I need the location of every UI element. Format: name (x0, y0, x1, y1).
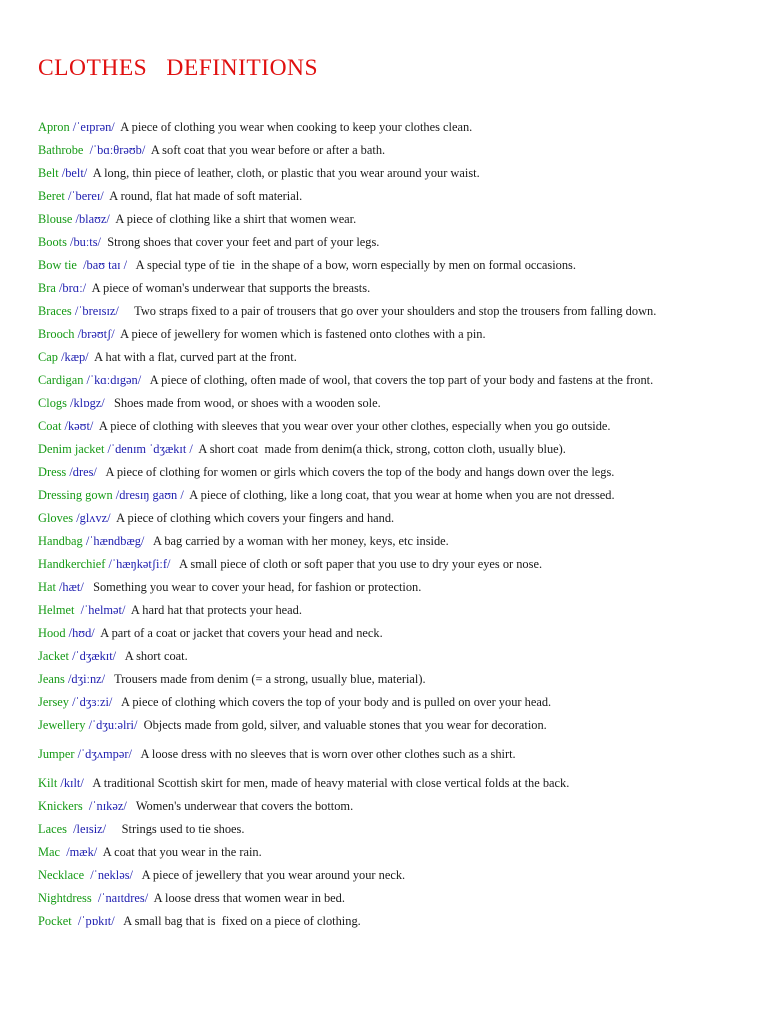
entry-definition: A bag carried by a woman with her money, keys, etc inside. (147, 534, 449, 548)
entry-pronunciation: /kəʊt/ (61, 419, 97, 433)
definition-entry (38, 668, 718, 691)
entry-definition: A loose dress with no sleeves that is worn over other clothes such as a shirt. (135, 747, 516, 761)
definition-entry (38, 231, 718, 254)
entry-word: Belt (38, 166, 59, 180)
entry-definition: A small piece of cloth or soft paper that you use to dry your eyes or nose. (173, 557, 543, 571)
entry-word: Blouse (38, 212, 73, 226)
entry-pronunciation: /ˈpɒkɪt/ (71, 914, 118, 928)
entry-pronunciation: /hæt/ (55, 580, 87, 594)
definition-entry (38, 795, 718, 818)
entry-pronunciation: /ˈnaɪtdres/ (91, 891, 152, 905)
entry-definition: A piece of clothing which covers the top of your body and is pulled on over your head. (115, 695, 552, 709)
entry-pronunciation: /ˈeɪprən/ (69, 120, 118, 134)
entry-word: Knickers (38, 799, 83, 813)
definition-entry (38, 139, 718, 162)
entry-pronunciation: /ˈhæŋkətʃiːf/ (105, 557, 174, 571)
entry-word: Handbag (38, 534, 83, 548)
definition-entry (38, 622, 718, 645)
definition-entry (38, 887, 718, 910)
entry-word: Braces (38, 304, 72, 318)
entry-definition: A short coat. (119, 649, 188, 663)
entry-word: Hat (38, 580, 56, 594)
entry-word: Nightdress (38, 891, 92, 905)
entry-word: Coat (38, 419, 62, 433)
entry-definition: A long, thin piece of leather, cloth, or plastic that you wear around your waist. (90, 166, 480, 180)
entry-definition: A piece of jewellery that you wear around your neck. (136, 868, 406, 882)
entry-definition: A piece of jewellery for women which is fastened onto clothes with a pin. (117, 327, 486, 341)
entry-definition: Two straps fixed to a pair of trousers that go over your shoulders and stop the trousers from falling down. (121, 304, 657, 318)
definition-entry (38, 743, 718, 766)
entry-definition: A soft coat that you wear before or after a bath. (148, 143, 386, 157)
definition-entry (38, 162, 718, 185)
definition-entry (38, 818, 718, 841)
entry-word: Jacket (38, 649, 69, 663)
entry-pronunciation: /kɪlt/ (57, 776, 87, 790)
entry-word: Gloves (38, 511, 74, 525)
entry-word: Dress (38, 465, 67, 479)
entry-definition: A hat with a flat, curved part at the front. (91, 350, 297, 364)
definition-entry (38, 300, 718, 323)
entry-pronunciation: /brəʊtʃ/ (74, 327, 118, 341)
entry-definition: A short coat made from denim(a thick, strong, cotton cloth, usually blue). (195, 442, 566, 456)
entry-pronunciation: /ˈdʒɜːzi/ (68, 695, 116, 709)
entry-pronunciation: /ˈhændbæg/ (82, 534, 148, 548)
definition-entry (38, 415, 718, 438)
entry-word: Denim jacket (38, 442, 105, 456)
entry-word: Handkerchief (38, 557, 106, 571)
definition-entry (38, 772, 718, 795)
entry-word: Cardigan (38, 373, 84, 387)
definition-entry (38, 392, 718, 415)
entry-pronunciation: /hʊd/ (65, 626, 98, 640)
definition-entry (38, 691, 718, 714)
definition-entry (38, 346, 718, 369)
entry-word: Kilt (38, 776, 58, 790)
entry-word: Helmet (38, 603, 75, 617)
entry-definition: A special type of tie in the shape of a bow, worn especially by men on formal occasions. (133, 258, 576, 272)
definition-entry (38, 461, 718, 484)
entry-word: Boots (38, 235, 67, 249)
entry-pronunciation: /mæk/ (60, 845, 101, 859)
entry-word: Apron (38, 120, 70, 134)
definition-entry (38, 438, 718, 461)
entry-pronunciation: /glʌvz/ (73, 511, 114, 525)
entry-pronunciation: /baʊ taɪ / (76, 258, 134, 272)
entry-definition: A piece of clothing, often made of wool, that covers the top part of your body and fastens at the front. (144, 373, 654, 387)
definition-entry (38, 116, 718, 139)
entry-word: Bra (38, 281, 56, 295)
definition-entry (38, 254, 718, 277)
page-title: CLOTHES DEFINITIONS (38, 55, 319, 81)
entry-pronunciation: /ˈbereɪ/ (64, 189, 107, 203)
entry-pronunciation: /buːts/ (66, 235, 105, 249)
entry-word: Mac (38, 845, 61, 859)
entry-pronunciation: /ˈdʒʌmpər/ (74, 747, 136, 761)
entry-definition: A small bag that is fixed on a piece of clothing. (117, 914, 361, 928)
definition-entry (38, 484, 718, 507)
entry-word: Pocket (38, 914, 72, 928)
definition-entry (38, 599, 718, 622)
entry-word: Bow tie (38, 258, 77, 272)
entry-definition: Strings used to tie shoes. (109, 822, 245, 836)
definition-entry (38, 645, 718, 668)
definition-entry (38, 185, 718, 208)
entry-definition: Shoes made from wood, or shoes with a wooden sole. (107, 396, 381, 410)
definition-list (38, 116, 718, 933)
definition-entry (38, 323, 718, 346)
definition-entry (38, 208, 718, 231)
entry-definition: A part of a coat or jacket that covers your head and neck. (97, 626, 383, 640)
entry-definition: A piece of clothing for women or girls which covers the top of the body and hangs down over the legs. (99, 465, 615, 479)
definition-entry (38, 553, 718, 576)
definition-entry (38, 910, 718, 933)
entry-pronunciation: /dresɪŋ gaʊn / (112, 488, 187, 502)
entry-pronunciation: /ˈhelmət/ (74, 603, 129, 617)
entry-word: Jeans (38, 672, 65, 686)
entry-word: Laces (38, 822, 67, 836)
definition-entry (38, 530, 718, 553)
definition-entry (38, 714, 718, 737)
entry-definition: Strong shoes that cover your feet and part of your legs. (104, 235, 380, 249)
entry-pronunciation: /ˈdenɪm ˈdʒækɪt / (104, 442, 196, 456)
definition-entry (38, 576, 718, 599)
definition-entry (38, 864, 718, 887)
entry-definition: A traditional Scottish skirt for men, made of heavy material with close vertical folds at the back. (86, 776, 570, 790)
entry-pronunciation: /ˈdʒuːəlri/ (85, 718, 141, 732)
entry-definition: A loose dress that women wear in bed. (151, 891, 345, 905)
definition-entry (38, 841, 718, 864)
entry-definition: Women's underwear that covers the bottom. (129, 799, 354, 813)
entry-word: Dressing gown (38, 488, 113, 502)
entry-definition: A round, flat hat made of soft material. (106, 189, 303, 203)
entry-definition: A piece of clothing like a shirt that women wear. (112, 212, 357, 226)
entry-definition: Objects made from gold, silver, and valuable stones that you wear for decoration. (140, 718, 547, 732)
entry-definition: A piece of clothing which covers your fingers and hand. (113, 511, 395, 525)
entry-pronunciation: /klɒgz/ (66, 396, 108, 410)
entry-pronunciation: /ˈbɑːθrəʊb/ (83, 143, 149, 157)
entry-pronunciation: /leɪsiz/ (66, 822, 110, 836)
entry-definition: A piece of woman's underwear that supports the breasts. (89, 281, 371, 295)
entry-word: Cap (38, 350, 58, 364)
entry-pronunciation: /brɑː/ (55, 281, 90, 295)
entry-definition: Something you wear to cover your head, for fashion or protection. (86, 580, 422, 594)
entry-pronunciation: /ˈnekləs/ (84, 868, 137, 882)
entry-definition: A piece of clothing you wear when cooking to keep your clothes clean. (117, 120, 473, 134)
entry-pronunciation: /blaʊz/ (72, 212, 113, 226)
definition-entry (38, 277, 718, 300)
entry-word: Clogs (38, 396, 67, 410)
entry-word: Beret (38, 189, 65, 203)
entry-definition: A coat that you wear in the rain. (100, 845, 262, 859)
entry-definition: A piece of clothing with sleeves that you wear over your other clothes, especially when you go outside. (96, 419, 611, 433)
entry-word: Necklace (38, 868, 85, 882)
entry-pronunciation: /ˈkɑːdɪgən/ (83, 373, 145, 387)
entry-pronunciation: /ˈbreɪsɪz/ (71, 304, 122, 318)
entry-word: Brooch (38, 327, 75, 341)
entry-word: Jersey (38, 695, 69, 709)
entry-pronunciation: /belt/ (58, 166, 91, 180)
entry-word: Hood (38, 626, 66, 640)
entry-pronunciation: /dres/ (66, 465, 100, 479)
entry-pronunciation: /ˈnɪkəz/ (82, 799, 130, 813)
entry-definition: A hard hat that protects your head. (128, 603, 302, 617)
entry-pronunciation: /dʒiːnz/ (64, 672, 109, 686)
entry-word: Jumper (38, 747, 75, 761)
definition-entry (38, 369, 718, 392)
entry-definition: Trousers made from denim (= a strong, usually blue, material). (108, 672, 426, 686)
entry-definition: A piece of clothing, like a long coat, that you wear at home when you are not dressed. (186, 488, 615, 502)
entry-word: Jewellery (38, 718, 86, 732)
definition-entry (38, 507, 718, 530)
entry-pronunciation: /kæp/ (57, 350, 92, 364)
entry-word: Bathrobe (38, 143, 84, 157)
entry-pronunciation: /ˈdʒækɪt/ (68, 649, 120, 663)
